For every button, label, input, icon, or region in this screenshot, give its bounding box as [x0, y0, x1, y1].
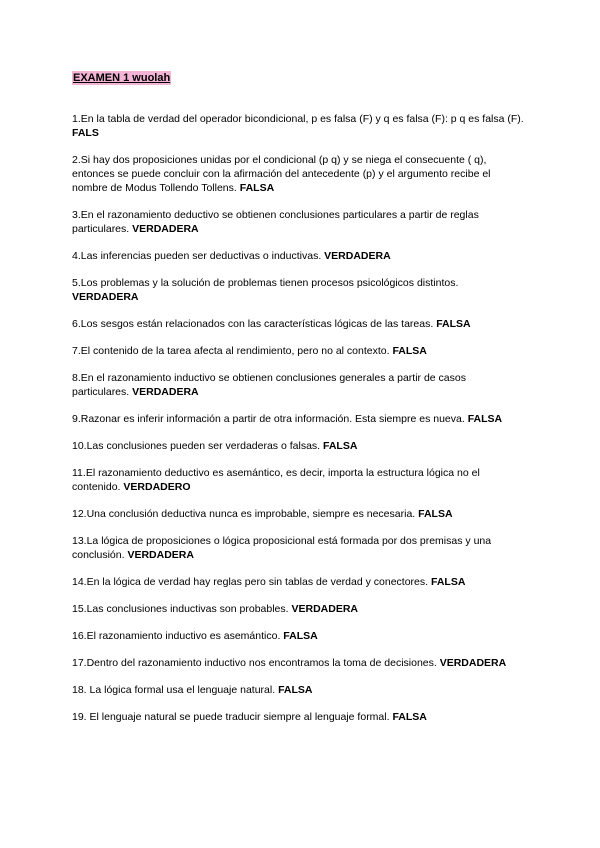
answer-label: VERDADERA: [439, 657, 507, 669]
question-item: [72, 439, 524, 453]
question-text: 2.Si hay dos proposiciones unidas por el condicional (p q) y se niega el consecuente ( q), entonces se puede concluir con la afirmación del antecedente (p) y el argumento recibe el nombre de Modus Tollendo Tollens.: [72, 154, 491, 194]
question-item: [72, 412, 524, 426]
question-item: [72, 683, 524, 697]
answer-label: VERDADERA: [72, 291, 139, 303]
answer-label: FALSA: [283, 630, 318, 642]
question-item: [72, 710, 524, 724]
question-text: 13.La lógica de proposiciones o lógica proposicional está formada por dos premisas y una conclusión.: [72, 535, 492, 561]
answer-label: VERDADERA: [132, 223, 199, 235]
question-item: [72, 276, 524, 304]
question-text: 1.En la tabla de verdad del operador bicondicional, p es falsa (F) y q es falsa (F): p q es falsa (F).: [72, 113, 524, 125]
question-item: [72, 575, 524, 589]
question-item: [72, 507, 524, 521]
question-text: 15.Las conclusiones inductivas son probables.: [72, 603, 289, 615]
question-item: [72, 629, 524, 643]
question-item: [72, 112, 524, 140]
question-text: 4.Las inferencias pueden ser deductivas o inductivas.: [72, 250, 322, 262]
question-text: 6.Los sesgos están relacionados con las características lógicas de las tareas.: [72, 318, 434, 330]
answer-label: FALSA: [418, 508, 453, 520]
answer-label: FALSA: [392, 711, 427, 723]
question-item: [72, 208, 524, 236]
question-text: 7.El contenido de la tarea afecta al rendimiento, pero no al contexto.: [72, 345, 390, 357]
question-text: 9.Razonar es inferir información a partir de otra información. Esta siempre es nueva.: [72, 413, 465, 425]
question-item: [72, 153, 524, 195]
answer-label: FALSA: [278, 684, 313, 696]
question-text: 3.En el razonamiento deductivo se obtienen conclusiones particulares a partir de reglas particulares.: [72, 209, 479, 235]
question-item: [72, 534, 524, 562]
answer-label: FALSA: [392, 345, 427, 357]
question-item: [72, 602, 524, 616]
answer-label: VERDADERA: [132, 386, 199, 398]
question-item: [72, 317, 524, 331]
question-text: 12.Una conclusión deductiva nunca es improbable, siempre es necesaria.: [72, 508, 416, 520]
answer-label: FALSA: [430, 576, 466, 588]
answer-label: FALSA: [467, 413, 503, 425]
question-item: [72, 466, 524, 494]
question-text: 14.En la lógica de verdad hay reglas pero sin tablas de verdad y conectores.: [72, 576, 429, 588]
question-item: [72, 371, 524, 399]
answer-label: VERDADERA: [291, 603, 358, 615]
answer-label: VERDADERA: [324, 250, 391, 262]
question-item: [72, 344, 524, 358]
question-text: 18. La lógica formal usa el lenguaje natural.: [72, 684, 276, 696]
question-text: 8.En el razonamiento inductivo se obtienen conclusiones generales a partir de casos particulares.: [72, 372, 466, 398]
question-item: [72, 249, 524, 263]
question-text: 11.El razonamiento deductivo es asemántico, es decir, importa la estructura lógica no el contenido.: [72, 467, 480, 493]
answer-label: FALS: [72, 127, 99, 139]
question-item: [72, 656, 524, 670]
question-text: 16.El razonamiento inductivo es asemántico.: [72, 630, 281, 642]
answer-label: VERDADERA: [127, 549, 194, 561]
answer-label: FALSA: [239, 182, 275, 194]
question-text: 19. El lenguaje natural se puede traducir siempre al lenguaje formal.: [72, 711, 390, 723]
answer-label: FALSA: [323, 440, 358, 452]
document-title: EXAMEN 1 wuolah: [73, 72, 171, 84]
question-text: 5.Los problemas y la solución de problemas tienen procesos psicológicos distintos.: [72, 277, 459, 289]
answer-label: FALSA: [436, 318, 471, 330]
question-text: 10.Las conclusiones pueden ser verdaderas o falsas.: [72, 440, 321, 452]
answer-label: VERDADERO: [123, 481, 191, 493]
question-list: [72, 112, 524, 737]
question-text: 17.Dentro del razonamiento inductivo nos encontramos la toma de decisiones.: [72, 657, 437, 669]
